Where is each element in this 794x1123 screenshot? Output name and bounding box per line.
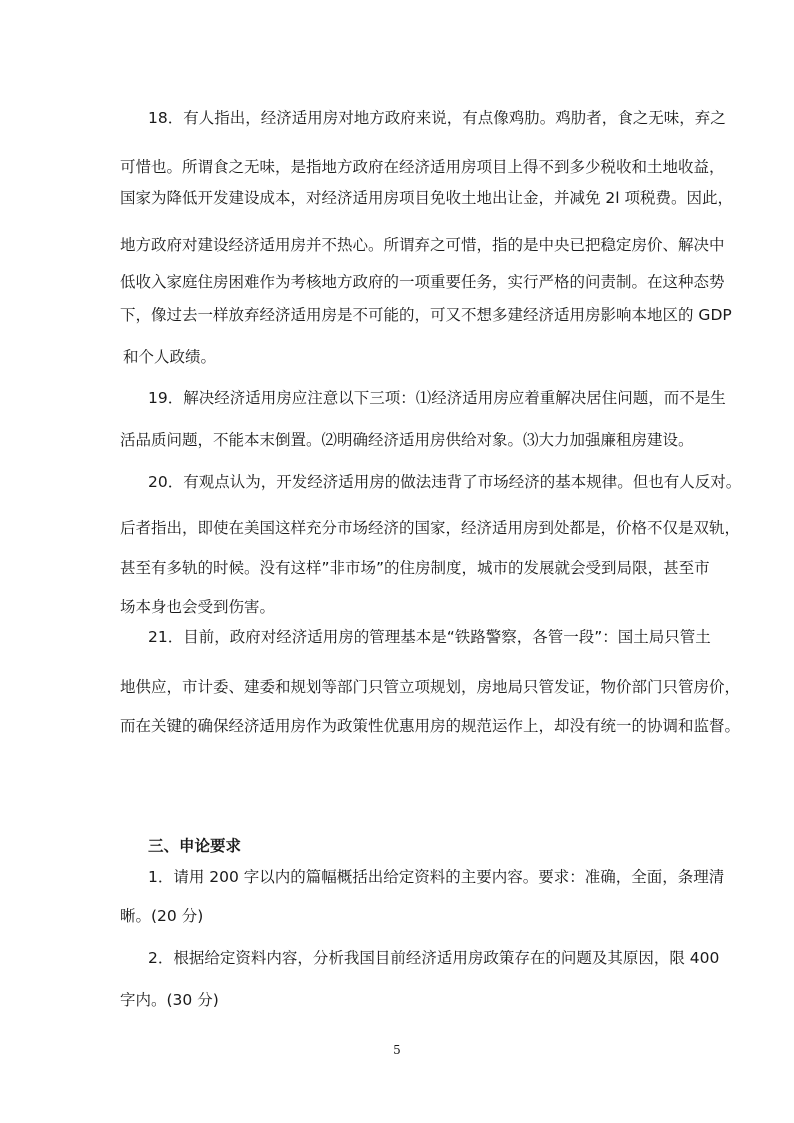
- para-19-line-1: 19．解决经济适用房应注意以下三项：⑴经济适用房应着重解决居住问题，而不是生: [148, 389, 726, 407]
- para-20-line-3: 甚至有多轨的时候。没有这样”非市场”的住房制度，城市的发展就会受到局限，甚至市: [120, 559, 710, 577]
- para-21-line-2: 地供应，市计委、建委和规划等部门只管立项规划，房地局只管发证，物价部门只管房价，: [120, 678, 741, 696]
- para-18-line-5: 低收入家庭住房困难作为考核地方政府的一项重要任务，实行严格的问责制。在这种态势: [120, 273, 725, 291]
- para-18-line-1: 18．有人指出，经济适用房对地方政府来说，有点像鸡肋。鸡肋者，食之无味，弃之: [148, 109, 726, 127]
- para-18-line-7: 和个人政绩。: [123, 348, 217, 366]
- para-20-line-2: 后者指出，即使在美国这样充分市场经济的国家，经济适用房到处都是，价格不仅是双轨，: [120, 519, 741, 537]
- section-heading: 三、申论要求: [148, 837, 242, 855]
- para-18-line-4: 地方政府对建设经济适用房并不热心。所谓弃之可惜，指的是中央已把稳定房价、解决中: [120, 236, 725, 254]
- para-21-line-1: 21．目前，政府对经济适用房的管理基本是“铁路警察，各管一段”：国土局只管土: [148, 628, 711, 646]
- para-18-line-6: 下，像过去一样放弃经济适用房是不可能的，可又不想多建经济适用房影响本地区的 GDP: [120, 306, 732, 324]
- requirement-2-line-1: 2．根据给定资料内容，分析我国目前经济适用房政策存在的问题及其原因，限 400: [148, 949, 720, 967]
- requirement-1-line-2: 晰。(20 分): [120, 907, 204, 925]
- para-21-line-3: 而在关键的确保经济适用房作为政策性优惠用房的规范运作上，却没有统一的协调和监督。: [120, 717, 741, 735]
- requirement-1-line-1: 1．请用 200 字以内的篇幅概括出给定资料的主要内容。要求：准确，全面，条理清: [148, 868, 725, 886]
- page-number: 5: [393, 1043, 401, 1057]
- para-18-line-3: 国家为降低开发建设成本，对经济适用房项目免收土地出让金，并减免 2l 项税费。因此，: [120, 189, 734, 207]
- requirement-2-line-2: 字内。(30 分): [120, 991, 219, 1009]
- para-18-line-2: 可惜也。所谓食之无味，是指地方政府在经济适用房项目上得不到多少税收和土地收益，: [120, 158, 725, 176]
- para-20-line-1: 20．有观点认为，开发经济适用房的做法违背了市场经济的基本规律。但也有人反对。: [148, 473, 742, 491]
- para-20-line-4: 场本身也会受到伤害。: [120, 598, 276, 616]
- para-19-line-2: 活品质问题，不能本末倒置。⑵明确经济适用房供给对象。⑶大力加强廉租房建设。: [120, 431, 694, 449]
